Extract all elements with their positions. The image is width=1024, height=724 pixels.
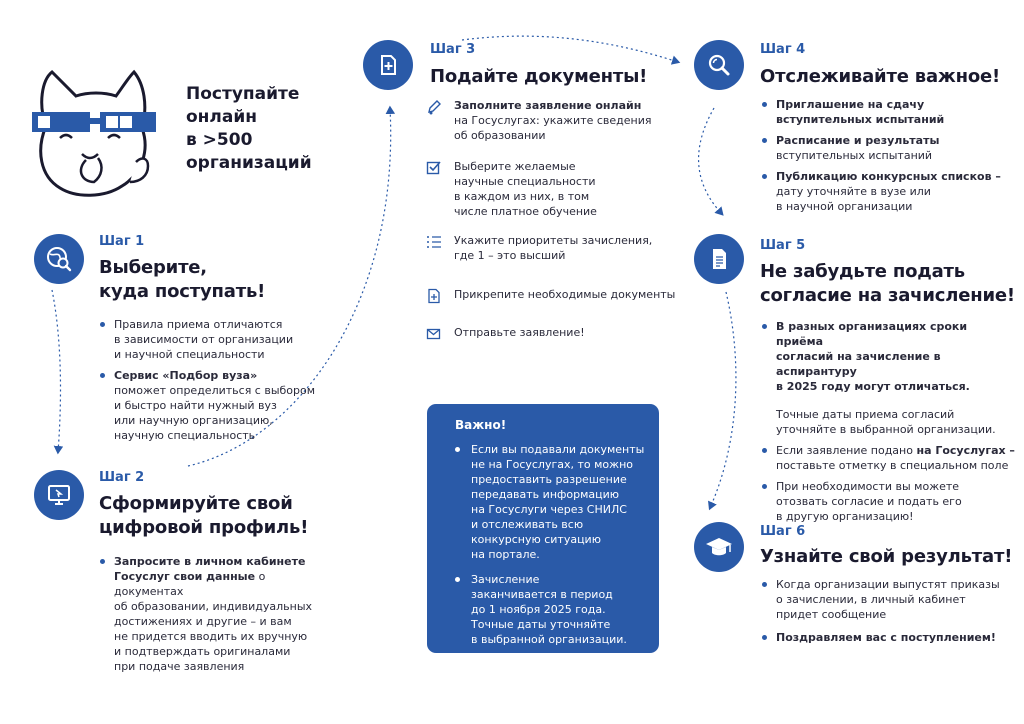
- item-line: и быстро найти нужный вуз: [114, 399, 277, 412]
- item-line: вступительных испытаний: [776, 113, 945, 126]
- step2-title: [99, 492, 308, 540]
- item-line: Запросите в личном кабинете: [114, 555, 306, 568]
- item-line: предоставить разрешение: [471, 473, 627, 486]
- hero-line: Поступайте: [186, 84, 300, 104]
- item-line: [776, 443, 1015, 458]
- step5-title-line: Не забудьте подать: [760, 261, 965, 282]
- list-icon: [426, 234, 442, 250]
- item-line: Если вы подавали документы: [471, 443, 645, 456]
- arrow-step1-step2: [52, 290, 60, 452]
- item-pre: Если заявление подано: [776, 444, 917, 457]
- step3-item-send: [426, 325, 666, 340]
- step1-list: [98, 317, 348, 449]
- item-line: согласий на зачисление в аспирантуру: [776, 350, 941, 378]
- step5-title-line: согласие на зачисление!: [760, 285, 1015, 306]
- item-line: и подтверждать оригиналами: [114, 645, 291, 658]
- item-line: в 2025 году могут отличаться.: [776, 380, 970, 393]
- item-line: Отправьте заявление!: [454, 326, 585, 339]
- add-icon: [426, 288, 442, 304]
- arrow-step3-step4: [462, 36, 678, 62]
- item-line: в выбранной организации.: [471, 633, 627, 646]
- list-item: [98, 317, 348, 362]
- step1-title-line: Выберите,: [99, 257, 207, 278]
- step2-title-line: Сформируйте свой: [99, 493, 293, 514]
- item-line: и отслеживать всю: [471, 518, 584, 531]
- step3-item-attach: [426, 287, 686, 302]
- item-line: Расписание и результаты: [776, 134, 940, 147]
- step6-label: Шаг 6: [760, 524, 806, 539]
- step2-list: [98, 554, 338, 680]
- step4-label: Шаг 4: [760, 42, 806, 57]
- hero-line: организаций: [186, 153, 312, 173]
- item-line: В разных организациях сроки приёма: [776, 320, 968, 348]
- list-item: [760, 97, 1005, 127]
- item-line: уточняйте в выбранной организации.: [776, 423, 996, 436]
- podbor-vuza-link[interactable]: Сервис «Подбор вуза»: [114, 369, 258, 382]
- spacer: [776, 394, 1015, 407]
- item-line: научную специальность: [114, 429, 256, 442]
- item-line: об образовании: [454, 129, 546, 142]
- item-line: придет сообщение: [776, 608, 887, 621]
- list-item: [760, 479, 1015, 524]
- list-item: [760, 630, 1015, 645]
- item-line: конкурсную ситуацию: [471, 533, 601, 546]
- document-lines-icon: [694, 234, 744, 284]
- item-line: Точные даты уточняйте: [471, 618, 611, 631]
- item-line: Прикрепите необходимые документы: [454, 288, 676, 301]
- hero-line: в >500: [186, 130, 253, 150]
- item-line: и научной специальности: [114, 348, 265, 361]
- item-line: об образовании, индивидуальных: [114, 600, 313, 613]
- item-bold: Госуслуг свои данные: [114, 570, 256, 583]
- item-line: Зачисление: [471, 573, 540, 586]
- item-line: на Госуслугах: укажите сведения: [454, 114, 652, 127]
- step2-label: Шаг 2: [99, 470, 145, 485]
- item-bold: на Госуслугах –: [916, 444, 1015, 457]
- list-item: [98, 554, 338, 674]
- note-title: Важно!: [455, 418, 507, 432]
- item-line: Когда организации выпустят приказы: [776, 578, 1000, 591]
- list-item: [760, 443, 1015, 473]
- item-line: Поздравляем вас с поступлением!: [776, 631, 996, 644]
- item-line: Заполните заявление онлайн: [454, 99, 642, 112]
- item-line: достижениях и другие – и вам: [114, 615, 292, 628]
- item-line: на Госуслуги через СНИЛС: [471, 503, 627, 516]
- step5-title: [760, 260, 1015, 308]
- checkbox-icon: [426, 160, 442, 176]
- list-item: [760, 577, 1015, 622]
- item-line: передавать информацию: [471, 488, 620, 501]
- hero-headline: [186, 83, 312, 175]
- item-line: Укажите приоритеты зачисления,: [454, 234, 653, 247]
- item-line: в другую организацию!: [776, 510, 914, 523]
- item-line: в научной организации: [776, 200, 913, 213]
- magnifier-icon: [694, 40, 744, 90]
- item-line: Выберите желаемые: [454, 160, 576, 173]
- item-line: Публикацию конкурсных списков –: [776, 170, 1001, 183]
- step1-title-line: куда поступать!: [99, 281, 266, 302]
- step1-title: [99, 256, 265, 304]
- graduation-cap-icon: [694, 522, 744, 572]
- step1-label: Шаг 1: [99, 234, 145, 249]
- item-line: научные специальности: [454, 175, 596, 188]
- item-line: Правила приема отличаются: [114, 318, 283, 331]
- step6-title: Узнайте свой результат!: [760, 546, 1013, 567]
- list-item: [98, 368, 348, 443]
- item-line: в зависимости от организации: [114, 333, 294, 346]
- item-line: Точные даты приема согласий: [776, 408, 955, 421]
- monitor-icon: [34, 470, 84, 520]
- document-plus-icon: [363, 40, 413, 90]
- hero-line: онлайн: [186, 107, 258, 127]
- item-line: в каждом из них, в том: [454, 190, 590, 203]
- step4-title: Отслеживайте важное!: [760, 66, 1001, 87]
- step3-item-priority: [426, 233, 676, 263]
- globe-search-icon: [34, 234, 84, 284]
- arrow-step5-step6: [710, 292, 736, 508]
- step3-item-fill: [426, 98, 666, 143]
- item-tail: о документах: [114, 570, 266, 598]
- send-icon: [426, 326, 442, 342]
- list-item: [453, 442, 644, 562]
- mascot-illustration: [24, 66, 164, 201]
- list-item: [453, 572, 644, 647]
- item-line: При необходимости вы можете: [776, 480, 960, 493]
- note-list: [453, 442, 644, 657]
- step5-label: Шаг 5: [760, 238, 806, 253]
- item-line: дату уточняйте в вузе или: [776, 185, 931, 198]
- item-line: или научную организацию,: [114, 414, 273, 427]
- item-line: заканчивается в период: [471, 588, 613, 601]
- item-line: до 1 ноября 2025 года.: [471, 603, 606, 616]
- step5-list: [760, 319, 1015, 530]
- item-line: поможет определиться с выбором: [114, 384, 316, 397]
- item-line: не придется вводить их вручную: [114, 630, 308, 643]
- list-item: [760, 319, 1015, 437]
- pen-icon: [426, 99, 442, 115]
- step4-list: [760, 97, 1005, 220]
- item-line: на портале.: [471, 548, 540, 561]
- item-line: [114, 569, 338, 599]
- arrow-step4-step5: [699, 108, 722, 214]
- step2-title-line: цифровой профиль!: [99, 517, 309, 538]
- item-line: не на Госуслугах, то можно: [471, 458, 633, 471]
- item-line: отозвать согласие и подать его: [776, 495, 962, 508]
- step3-item-choose: [426, 159, 666, 219]
- item-line: Приглашение на сдачу: [776, 98, 925, 111]
- list-item: [760, 169, 1005, 214]
- item-line: вступительных испытаний: [776, 149, 933, 162]
- item-line: о зачислении, в личный кабинет: [776, 593, 966, 606]
- step3-label: Шаг 3: [430, 42, 476, 57]
- step6-list: [760, 577, 1015, 651]
- step3-title: Подайте документы!: [430, 66, 648, 87]
- item-line: при подаче заявления: [114, 660, 245, 673]
- item-line: где 1 – это высший: [454, 249, 566, 262]
- item-line: поставьте отметку в специальном поле: [776, 459, 1009, 472]
- list-item: [760, 133, 1005, 163]
- item-line: числе платное обучение: [454, 205, 597, 218]
- important-note: [427, 404, 659, 653]
